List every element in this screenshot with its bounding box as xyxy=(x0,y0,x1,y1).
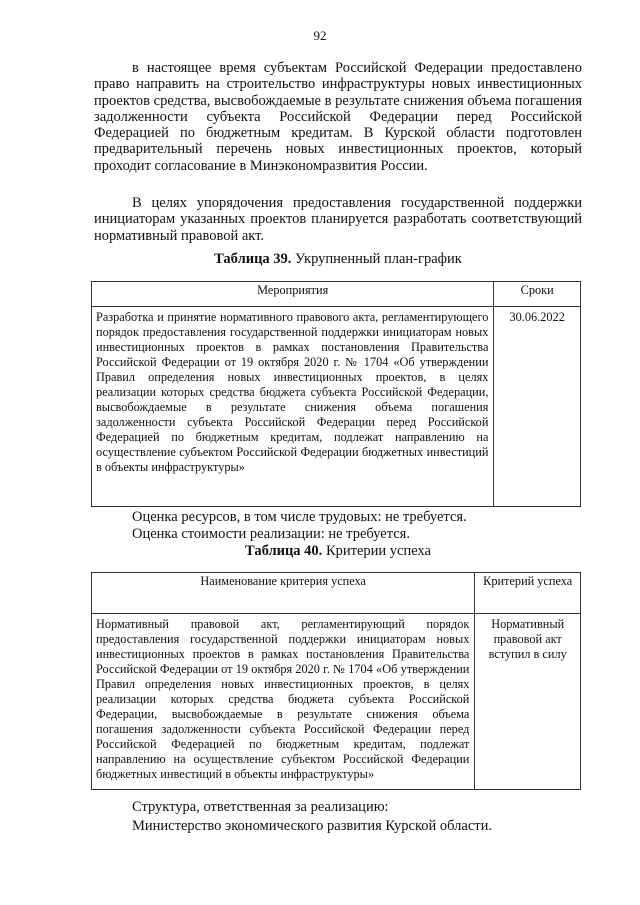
measure-cell: Разработка и принятие нормативного правового акта, регламентирующего порядок предоставления государственной поддержки инициаторам новых инвестиционных проектов в рамках постановления Правительства Российской Федерации от 19 октября 2020 г. № 1704 «Об утверждении Правил определения новых инвестиционных проектов, в целях реализации которых средства бюджета субъекта Российской Федерации, высвобождаемые в результате снижения объема погашения задолженности субъекта Российской Федерации перед Российской Федерацией по бюджетным кредитам, подлежат направлению на осуществление субъектом Российской Федерации бюджетных инвестиций в объекты инфраструктуры» xyxy=(92,307,494,507)
table-40-caption-number: Таблица 40. xyxy=(245,543,323,559)
table-header-row xyxy=(92,573,581,614)
table-row xyxy=(92,614,581,790)
intro-paragraph: в настоящее время субъектам Российской Федерации предоставлено право направить на строительство инфраструктуры новых инвестиционных проектов средства, высвобождаемые в результате снижения объема погашения задолженности субъекта Российской Федерации перед Российской Федерацией по бюджетным кредитам. В Курской области подготовлен предварительный перечень новых инвестиционных проектов, который проходит согласование в Минэкономразвития России. xyxy=(94,60,582,174)
column-header-measures: Мероприятия xyxy=(92,282,494,307)
cost-line: Оценка стоимости реализации: не требуется. xyxy=(132,526,410,542)
page-number: 92 xyxy=(313,28,327,43)
table-row xyxy=(92,307,581,507)
column-header-criterion-name: Наименование критерия успеха xyxy=(92,573,475,614)
table-40-caption-title: Критерии успеха xyxy=(322,543,431,559)
table-39-caption-title: Укрупненный план-график xyxy=(291,251,462,267)
criterion-name-cell: Нормативный правовой акт, регламентирующий порядок предоставления государственной поддержки инициаторам новых инвестиционных проектов в рамках постановления Правительства Российской Федерации от 19 октября 2020 г. № 1704 «Об утверждении Правил определения новых инвестиционных проектов, в целях реализации которых средства бюджета субъекта Российской Федерации, высвобождаемые в результате снижения объема погашения задолженности субъекта Российской Федерации перед Российской Федерацией по бюджетным кредитам, подлежат направлению на осуществление субъектом Российской Федерации бюджетных инвестиций в объекты инфраструктуры» xyxy=(92,614,475,790)
resources-line: Оценка ресурсов, в том числе трудовых: не требуется. xyxy=(132,509,467,525)
column-header-criterion: Критерий успеха xyxy=(475,573,581,614)
table-40-caption xyxy=(94,543,582,560)
criterion-cell: Нормативный правовой акт вступил в силу xyxy=(475,614,581,790)
column-header-deadlines: Сроки xyxy=(494,282,581,307)
plan-schedule-table xyxy=(91,281,581,507)
deadline-cell: 30.06.2022 xyxy=(494,307,581,507)
responsible-value: Министерство экономического развития Курской области. xyxy=(132,818,492,834)
success-criteria-table xyxy=(91,572,581,790)
table-header-row xyxy=(92,282,581,307)
support-paragraph: В целях упорядочения предоставления государственной поддержки инициаторам указанных проектов планируется разработать соответствующий нормативный правовой акт. xyxy=(94,195,582,244)
responsible-label: Структура, ответственная за реализацию: xyxy=(132,799,389,815)
table-39-caption-number: Таблица 39. xyxy=(214,251,292,267)
table-39-caption xyxy=(94,251,582,268)
